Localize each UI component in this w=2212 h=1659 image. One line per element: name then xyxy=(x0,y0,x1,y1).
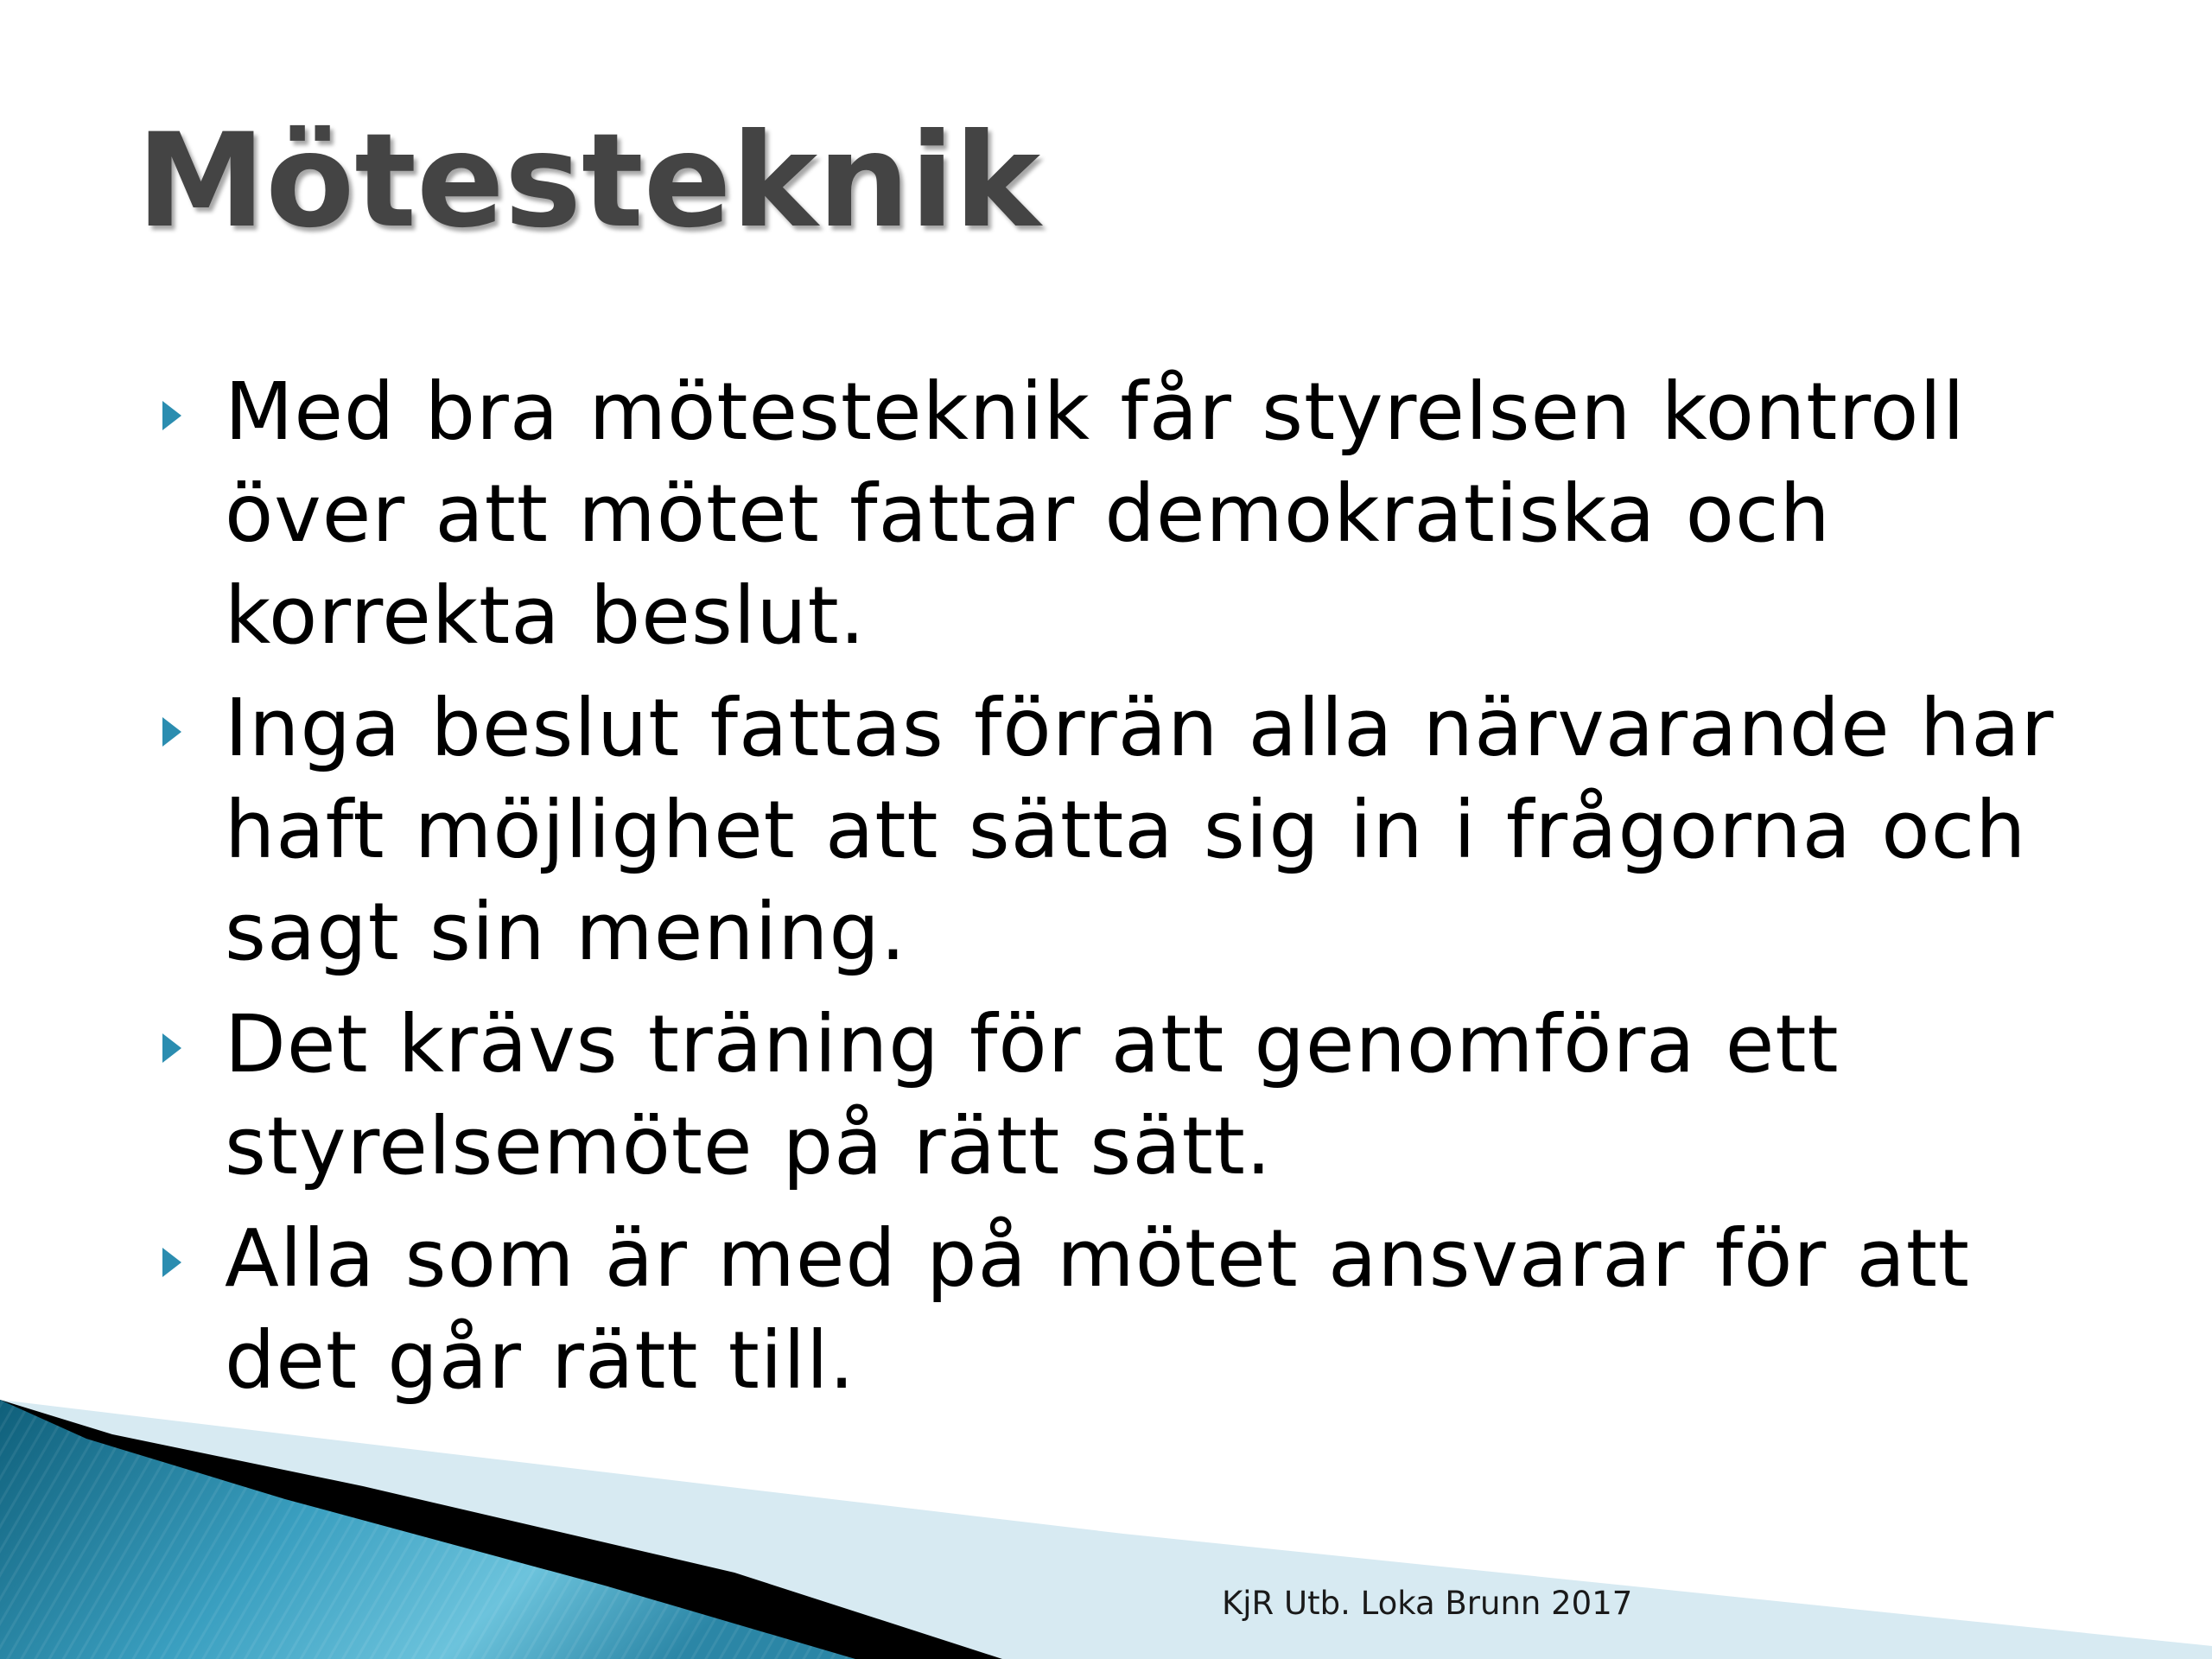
bullet-text: Inga beslut fattas förrän alla närvarande har haft möjlighet att sätta sig in i frågorna och sagt sin mening. xyxy=(225,682,2055,978)
bullet-text: Alla som är med på mötet ansvarar för att det går rätt till. xyxy=(225,1212,1970,1407)
bullet-text: Med bra mötesteknik får styrelsen kontroll över att mötet fattar demokratiska och korrekta beslut. xyxy=(225,365,1966,662)
slide-title: Mötesteknik xyxy=(137,106,1041,257)
footer-text: KjR Utb. Loka Brunn 2017 xyxy=(1222,1585,1633,1622)
bullet-text: Det krävs träning för att genomföra ett styrelsemöte på rätt sätt. xyxy=(225,998,1840,1192)
